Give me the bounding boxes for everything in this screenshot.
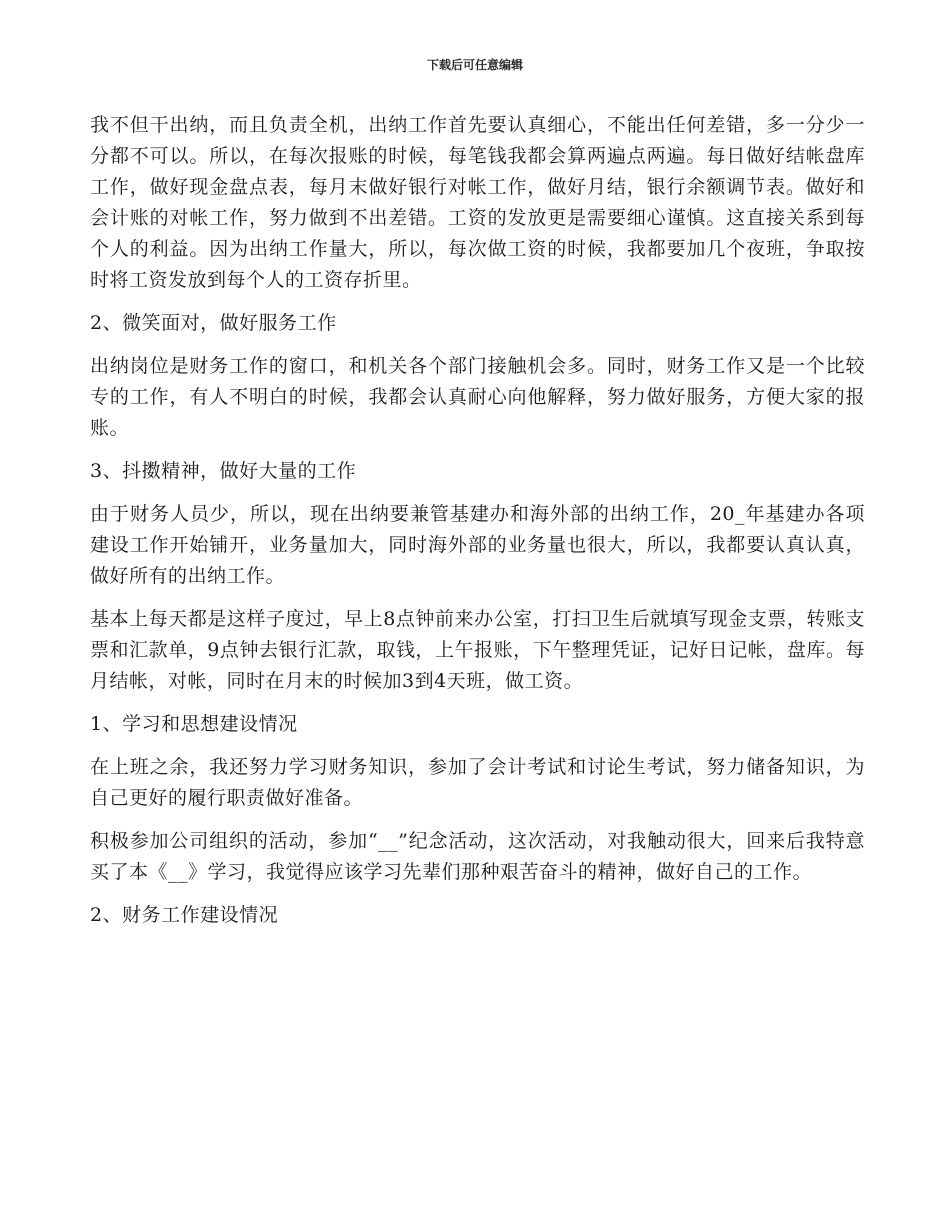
document-body	[90, 110, 865, 943]
paragraph-service: 出纳岗位是财务工作的窗口，和机关各个部门接触机会多。同时，财务工作又是一个比较专的工作，有人不明白的时候，我都会认真耐心向他解释，努力做好服务，方便大家的报账。	[90, 355, 865, 439]
section-heading-service: 2、微笑面对，做好服务工作	[90, 312, 337, 334]
section-heading-finance-work: 2、财务工作建设情况	[90, 904, 279, 926]
section-heading-study: 1、学习和思想建设情况	[90, 713, 298, 735]
paragraph-daily-routine: 基本上每天都是这样子度过，早上8点钟前来办公室，打扫卫生后就填写现金支票，转账支票和汇款单，9点钟去银行汇款，取钱，上午报账，下午整理凭证，记好日记帐，盘库。每月结帐，对帐，同时在月末的时候加3到4天班，做工资。	[90, 608, 865, 692]
section-heading-workload: 3、抖擞精神，做好大量的工作	[90, 460, 357, 482]
paragraph-study: 在上班之余，我还努力学习财务知识，参加了会计考试和讨论生考试，努力储备知识，为自己更好的履行职责做好准备。	[90, 756, 865, 809]
page-header: 下载后可任意编辑	[426, 58, 523, 72]
paragraph-activities: 积极参加公司组织的活动，参加“__”纪念活动，这次活动，对我触动很大，回来后我特意买了本《__》学习，我觉得应该学习先辈们那种艰苦奋斗的精神，做好自己的工作。	[90, 830, 865, 883]
paragraph-cashier-duties: 我不但干出纳，而且负责全机，出纳工作首先要认真细心，不能出任何差错，多一分少一分都不可以。所以，在每次报账的时候，每笔钱我都会算两遍点两遍。每日做好结帐盘库工作，做好现金盘点表，每月末做好银行对帐工作，做好月结，银行余额调节表。做好和会计账的对帐工作，努力做到不出差错。工资的发放更是需要细心谨慎。这直接关系到每个人的利益。因为出纳工作量大，所以，每次做工资的时候，我都要加几个夜班，争取按时将工资发放到每个人的工资存折里。	[90, 114, 865, 291]
paragraph-workload: 由于财务人员少，所以，现在出纳要兼管基建办和海外部的出纳工作，20_年基建办各项建设工作开始铺开，业务量加大，同时海外部的业务量也很大，所以，我都要认真认真，做好所有的出纳工作。	[90, 503, 865, 587]
